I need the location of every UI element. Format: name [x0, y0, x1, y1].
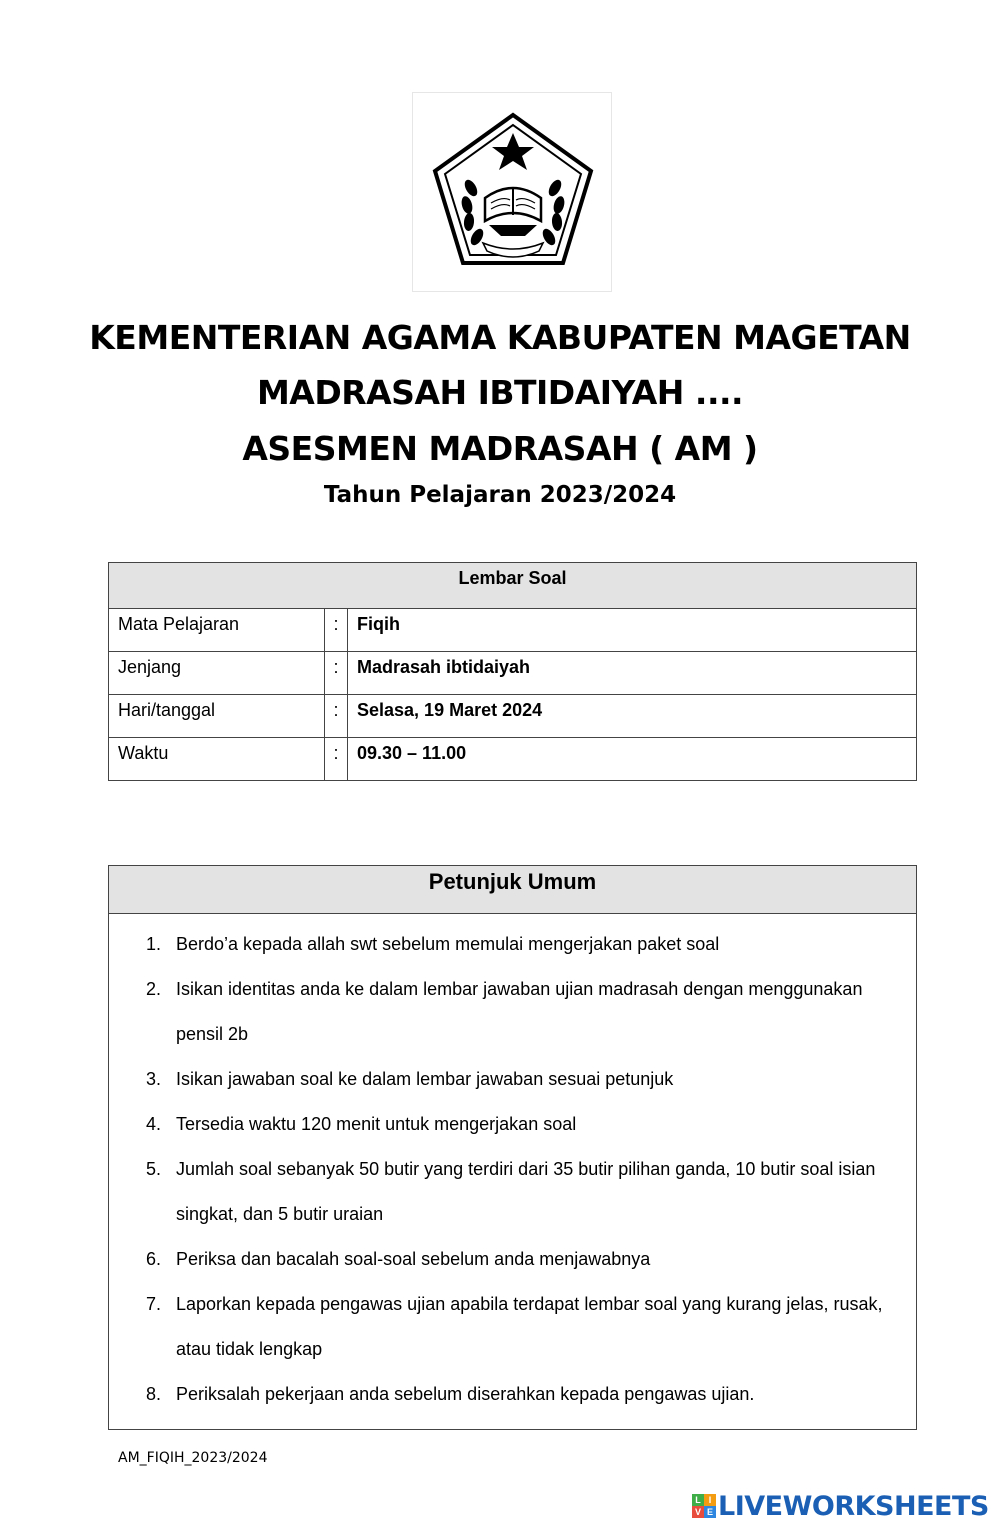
- liveworksheets-logo[interactable]: [692, 1488, 989, 1524]
- badge-letter: E: [704, 1506, 716, 1518]
- info-table-title: Lembar Soal: [109, 563, 917, 609]
- item-text: Laporkan kepada pengawas ujian apabila terdapat lembar soal yang kurang jelas, rusak, atau tidak lengkap: [176, 1294, 883, 1359]
- row-value: Madrasah ibtidaiyah: [348, 652, 917, 695]
- document-code: AM_FIQIH_2023/2024: [118, 1450, 268, 1466]
- row-separator: :: [325, 738, 348, 781]
- item-text: Periksalah pekerjaan anda sebelum diserahkan kepada pengawas ujian.: [176, 1384, 755, 1404]
- item-text: Isikan identitas anda ke dalam lembar jawaban ujian madrasah dengan menggunakan pensil 2b: [176, 979, 863, 1044]
- list-item: [146, 967, 916, 1057]
- item-number: 1.: [146, 934, 162, 954]
- badge-letter: L: [692, 1494, 704, 1506]
- item-number: 2.: [146, 979, 162, 999]
- assessment-title: ASESMEN MADRASAH ( AM ): [242, 429, 758, 468]
- table-row: [109, 609, 917, 652]
- row-separator: :: [325, 609, 348, 652]
- list-item: [146, 1237, 916, 1282]
- table-row: [109, 652, 917, 695]
- liveworksheets-badge-icon: [692, 1494, 716, 1518]
- emblem-icon: [413, 93, 613, 293]
- list-item: [146, 1147, 916, 1237]
- item-text: Berdo’a kepada allah swt sebelum memulai mengerjakan paket soal: [176, 934, 720, 954]
- table-row: [109, 695, 917, 738]
- row-value: Fiqih: [348, 609, 917, 652]
- item-text: Periksa dan bacalah soal-soal sebelum anda menjawabnya: [176, 1249, 651, 1269]
- ministry-logo: [412, 92, 612, 292]
- ministry-title: KEMENTERIAN AGAMA KABUPATEN MAGETAN: [89, 318, 911, 357]
- item-text: Isikan jawaban soal ke dalam lembar jawaban sesuai petunjuk: [176, 1069, 674, 1089]
- instructions-title: Petunjuk Umum: [109, 866, 916, 914]
- row-label: Waktu: [109, 738, 325, 781]
- row-value: 09.30 – 11.00: [348, 738, 917, 781]
- table-row: [109, 738, 917, 781]
- list-item: [146, 1057, 916, 1102]
- instructions-list: [109, 914, 916, 1417]
- row-label: Hari/tanggal: [109, 695, 325, 738]
- brand-name: LIVEWORKSHEETS: [718, 1490, 989, 1522]
- item-number: 4.: [146, 1114, 162, 1134]
- list-item: [146, 1372, 916, 1417]
- row-label: Jenjang: [109, 652, 325, 695]
- item-text: Jumlah soal sebanyak 50 butir yang terdiri dari 35 butir pilihan ganda, 10 butir soal isian singkat, dan 5 butir uraian: [176, 1159, 876, 1224]
- item-number: 8.: [146, 1384, 162, 1404]
- list-item: [146, 922, 916, 967]
- badge-letter: V: [692, 1506, 704, 1518]
- row-label: Mata Pelajaran: [109, 609, 325, 652]
- school-name: MADRASAH IBTIDAIYAH ....: [256, 373, 744, 412]
- academic-year: Tahun Pelajaran 2023/2024: [323, 482, 677, 508]
- list-item: [146, 1102, 916, 1147]
- item-text: Tersedia waktu 120 menit untuk mengerjakan soal: [176, 1114, 577, 1134]
- list-item: [146, 1282, 916, 1372]
- item-number: 3.: [146, 1069, 162, 1089]
- row-separator: :: [325, 695, 348, 738]
- item-number: 6.: [146, 1249, 162, 1269]
- row-separator: :: [325, 652, 348, 695]
- row-value: Selasa, 19 Maret 2024: [348, 695, 917, 738]
- item-number: 5.: [146, 1159, 162, 1179]
- item-number: 7.: [146, 1294, 162, 1314]
- badge-letter: I: [704, 1494, 716, 1506]
- general-instructions: [108, 865, 917, 1430]
- exam-info-table: [108, 562, 917, 781]
